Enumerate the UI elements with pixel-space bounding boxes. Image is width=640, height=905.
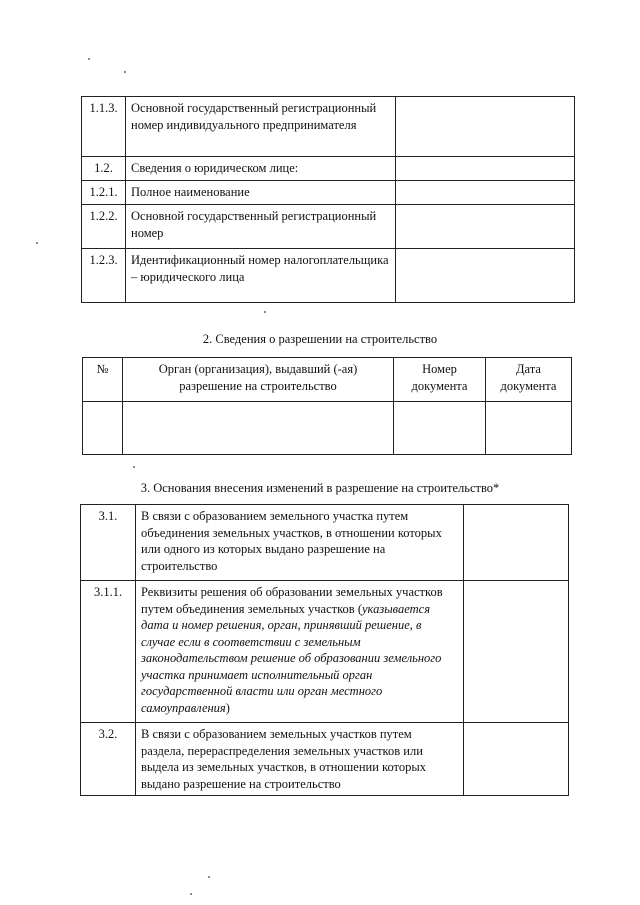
section-3-title: 3. Основания внесения изменений в разрешение на строительство*: [140, 481, 500, 495]
header-organ: Орган (организация), выдавший (-ая) разрешение на строительство: [123, 358, 394, 402]
change-grounds-table: [80, 504, 569, 796]
row-number: 3.2.: [81, 723, 136, 796]
value-cell[interactable]: [396, 249, 575, 303]
row-number: 1.2.: [82, 157, 126, 181]
header-doc-date: Дата документа: [486, 358, 572, 402]
permit-info-table: [82, 357, 572, 455]
scan-speck: [190, 893, 192, 895]
row-text: В связи с образованием земельных участков путем раздела, перераспределения земельных участков или выдела из земельных участков, в отношении которых выдано разрешение на строительство: [136, 723, 464, 796]
header-number: №: [83, 358, 123, 402]
row-text-italic-note: указывается дата и номер решения, орган, принявший решение, в случае если в соответствии с земельным законодательством решение об образовании земельного участка принимает исполнительный орган государственной власти или орган местного самоуправления: [141, 601, 442, 715]
value-cell[interactable]: [396, 157, 575, 181]
table-row: [82, 97, 575, 157]
row-label: Идентификационный номер налогоплательщика – юридического лица: [126, 249, 396, 303]
applicant-info-table: [81, 96, 575, 303]
row-number: 3.1.1.: [81, 581, 136, 723]
table-row: [81, 723, 569, 796]
value-cell[interactable]: [83, 402, 123, 455]
row-text: В связи с образованием земельного участка путем объединения земельных участков, в отношении которых или одного из которых выдано разрешение на строительство: [136, 505, 464, 581]
row-text-tail: ): [225, 700, 230, 715]
row-label: Сведения о юридическом лице:: [126, 157, 396, 181]
section-2-title: 2. Сведения о разрешении на строительство: [202, 332, 438, 346]
scan-speck: [264, 311, 266, 313]
table-header-row: [83, 358, 572, 402]
value-cell[interactable]: [396, 205, 575, 249]
table-row: [82, 249, 575, 303]
row-label: Полное наименование: [126, 181, 396, 205]
value-cell[interactable]: [486, 402, 572, 455]
row-text-main: Реквизиты решения об образовании земельных участков путем объединения земельных участков (: [141, 585, 443, 616]
table-row: [82, 157, 575, 181]
value-cell[interactable]: [123, 402, 394, 455]
header-doc-number: Номер документа: [394, 358, 486, 402]
row-label: Основной государственный регистрационный номер индивидуального предпринимателя: [126, 97, 396, 157]
value-cell[interactable]: [464, 581, 569, 723]
value-cell[interactable]: [394, 402, 486, 455]
row-label: Основной государственный регистрационный номер: [126, 205, 396, 249]
scan-speck: [208, 876, 210, 878]
scan-speck: [88, 58, 90, 60]
table-row: [82, 205, 575, 249]
row-number: 1.2.3.: [82, 249, 126, 303]
scan-speck: [124, 71, 126, 73]
row-number: 1.2.2.: [82, 205, 126, 249]
table-row: [81, 505, 569, 581]
scan-speck: [36, 242, 38, 244]
scan-speck: [133, 466, 135, 468]
table-row: [82, 181, 575, 205]
value-cell[interactable]: [396, 181, 575, 205]
value-cell[interactable]: [464, 505, 569, 581]
value-cell[interactable]: [464, 723, 569, 796]
table-row: [81, 581, 569, 723]
row-text: [136, 581, 464, 723]
row-number: 1.1.3.: [82, 97, 126, 157]
value-cell[interactable]: [396, 97, 575, 157]
row-number: 1.2.1.: [82, 181, 126, 205]
row-number: 3.1.: [81, 505, 136, 581]
table-row: [83, 402, 572, 455]
